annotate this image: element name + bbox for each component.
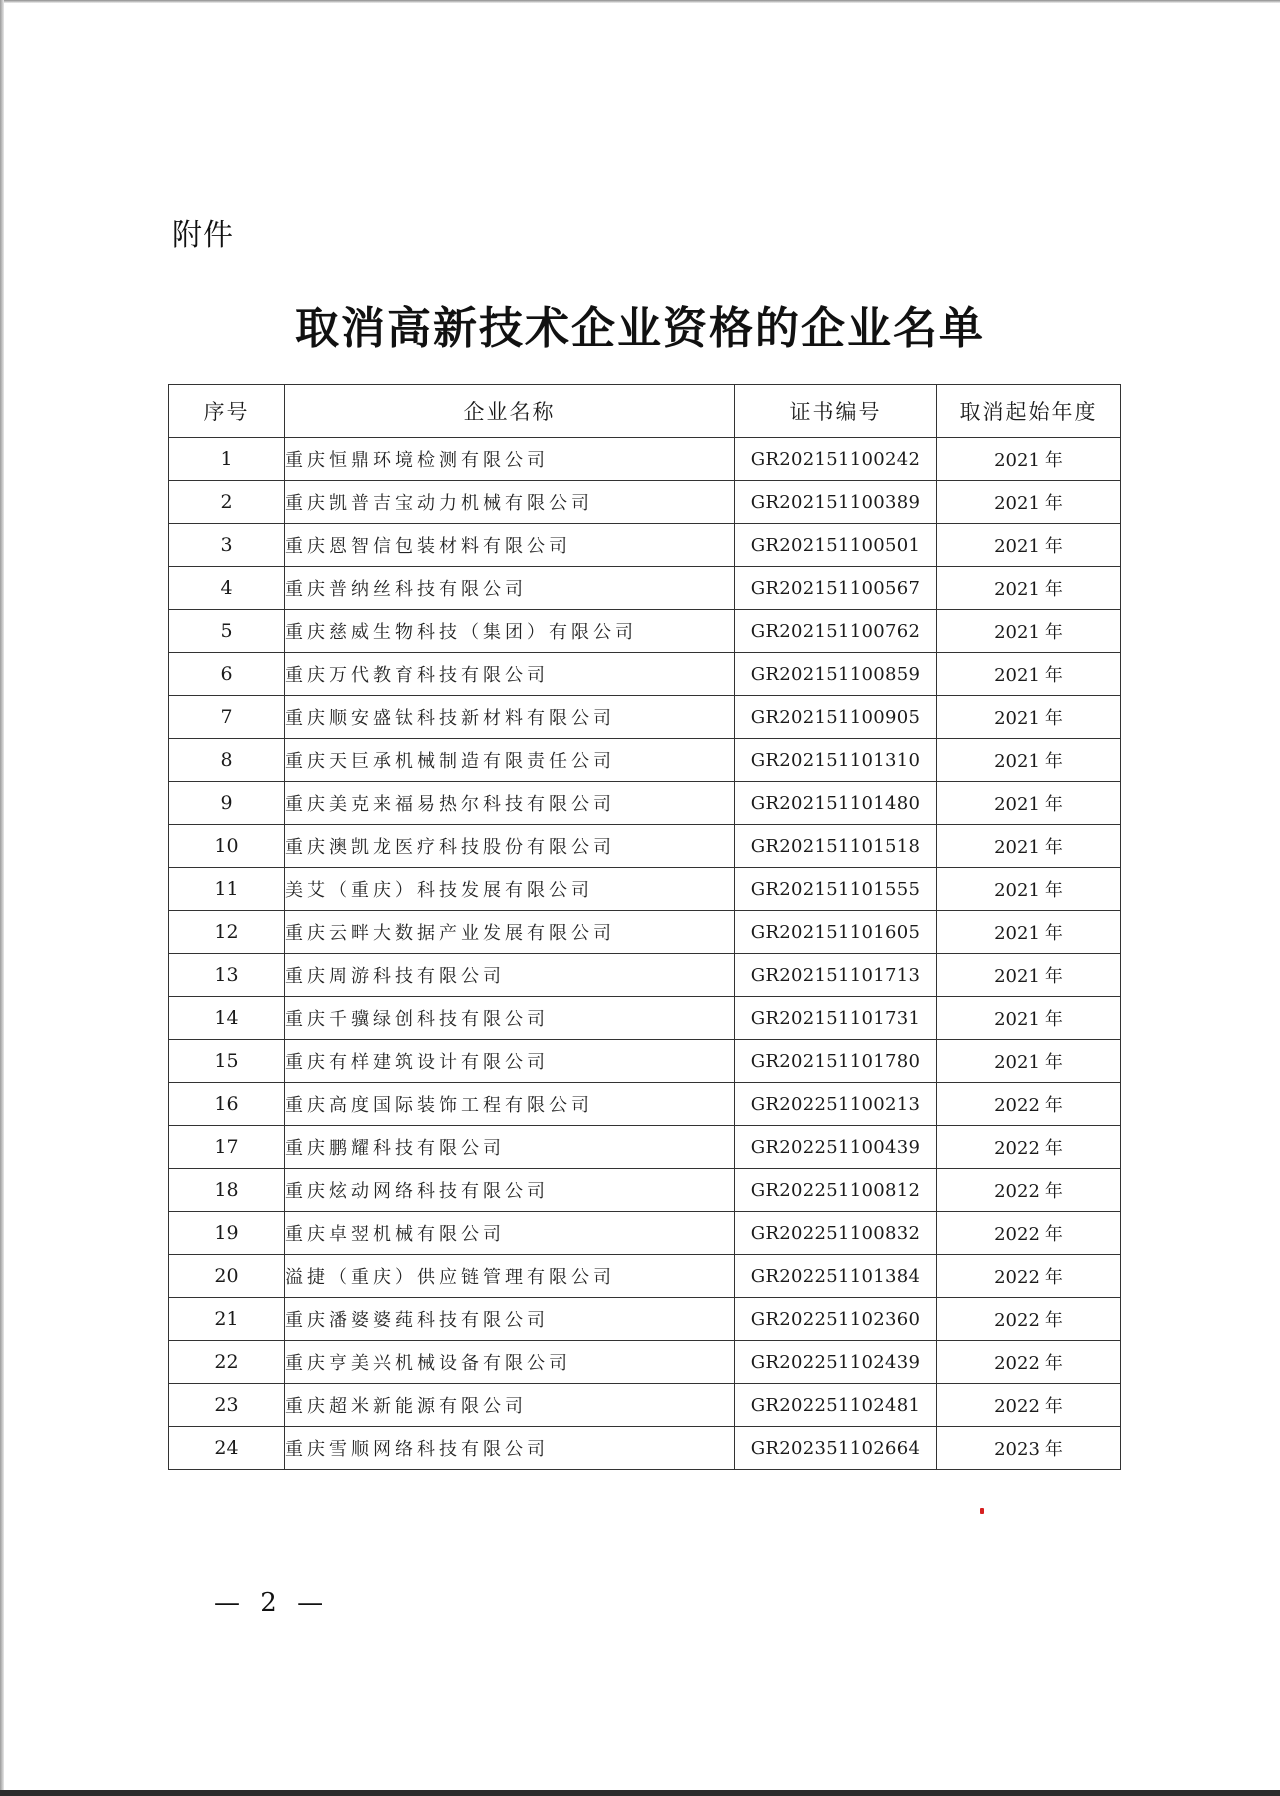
certificate-number: GR202151100242 xyxy=(735,438,937,481)
revocation-year-value: 2021 xyxy=(994,579,1040,600)
company-name: 重庆雪顺网络科技有限公司 xyxy=(285,1427,735,1470)
company-name: 重庆普纳丝科技有限公司 xyxy=(285,567,735,610)
revocation-year-value: 2022 xyxy=(994,1224,1040,1245)
certificate-number: GR202151101731 xyxy=(735,997,937,1040)
revocation-year-value: 2021 xyxy=(994,751,1040,772)
revocation-year-value: 2021 xyxy=(994,966,1040,987)
certificate-number: GR202251100439 xyxy=(735,1126,937,1169)
row-index: 8 xyxy=(169,739,285,782)
revocation-year-cell xyxy=(937,1298,1121,1341)
year-unit: 年 xyxy=(1044,450,1063,471)
company-name: 重庆恒鼎环境检测有限公司 xyxy=(285,438,735,481)
table-row xyxy=(169,438,1121,481)
revocation-year-value: 2022 xyxy=(994,1181,1040,1202)
table-row xyxy=(169,567,1121,610)
certificate-number: GR202151101518 xyxy=(735,825,937,868)
attachment-label: 附件 xyxy=(172,218,234,253)
certificate-number: GR202151100501 xyxy=(735,524,937,567)
certificate-number: GR202251100213 xyxy=(735,1083,937,1126)
revocation-year-cell xyxy=(937,481,1121,524)
table-row xyxy=(169,1169,1121,1212)
company-name: 重庆顺安盛钛科技新材料有限公司 xyxy=(285,696,735,739)
table-header-row xyxy=(169,385,1121,438)
company-name: 重庆潘婆婆莼科技有限公司 xyxy=(285,1298,735,1341)
row-index: 22 xyxy=(169,1341,285,1384)
revocation-year-value: 2021 xyxy=(994,837,1040,858)
revocation-year-value: 2021 xyxy=(994,1052,1040,1073)
row-index: 1 xyxy=(169,438,285,481)
table-row xyxy=(169,1083,1121,1126)
row-index: 24 xyxy=(169,1427,285,1470)
table-body xyxy=(169,438,1121,1470)
table-row xyxy=(169,610,1121,653)
company-name: 重庆云畔大数据产业发展有限公司 xyxy=(285,911,735,954)
year-unit: 年 xyxy=(1044,751,1063,772)
revocation-year-value: 2022 xyxy=(994,1310,1040,1331)
revocation-year-value: 2022 xyxy=(994,1095,1040,1116)
table-row xyxy=(169,1384,1121,1427)
year-unit: 年 xyxy=(1044,1396,1063,1417)
year-unit: 年 xyxy=(1044,708,1063,729)
table-row xyxy=(169,1341,1121,1384)
table-row xyxy=(169,739,1121,782)
revocation-year-cell xyxy=(937,1341,1121,1384)
certificate-number: GR202251101384 xyxy=(735,1255,937,1298)
row-index: 23 xyxy=(169,1384,285,1427)
page-number: — 2 — xyxy=(214,1588,330,1618)
column-header-revocation-year: 取消起始年度 xyxy=(937,385,1121,438)
year-unit: 年 xyxy=(1044,880,1063,901)
revocation-year-value: 2022 xyxy=(994,1396,1040,1417)
certificate-number: GR202151100389 xyxy=(735,481,937,524)
table-row xyxy=(169,1255,1121,1298)
company-name: 重庆高度国际装饰工程有限公司 xyxy=(285,1083,735,1126)
revocation-year-value: 2021 xyxy=(994,493,1040,514)
certificate-number: GR202151101555 xyxy=(735,868,937,911)
certificate-number: GR202251100812 xyxy=(735,1169,937,1212)
year-unit: 年 xyxy=(1044,665,1063,686)
revocation-year-value: 2021 xyxy=(994,708,1040,729)
year-unit: 年 xyxy=(1044,966,1063,987)
revocation-year-value: 2021 xyxy=(994,536,1040,557)
year-unit: 年 xyxy=(1044,1353,1063,1374)
row-index: 9 xyxy=(169,782,285,825)
company-name: 重庆千骥绿创科技有限公司 xyxy=(285,997,735,1040)
row-index: 4 xyxy=(169,567,285,610)
table-row xyxy=(169,696,1121,739)
row-index: 5 xyxy=(169,610,285,653)
year-unit: 年 xyxy=(1044,837,1063,858)
certificate-number: GR202151101713 xyxy=(735,954,937,997)
revocation-year-cell xyxy=(937,653,1121,696)
company-name: 重庆凯普吉宝动力机械有限公司 xyxy=(285,481,735,524)
row-index: 3 xyxy=(169,524,285,567)
scan-edge-left xyxy=(0,0,4,1796)
certificate-number: GR202251102481 xyxy=(735,1384,937,1427)
year-unit: 年 xyxy=(1044,1267,1063,1288)
row-index: 17 xyxy=(169,1126,285,1169)
row-index: 14 xyxy=(169,997,285,1040)
revocation-year-value: 2021 xyxy=(994,794,1040,815)
company-name: 重庆天巨承机械制造有限责任公司 xyxy=(285,739,735,782)
certificate-number: GR202151100905 xyxy=(735,696,937,739)
row-index: 13 xyxy=(169,954,285,997)
row-index: 20 xyxy=(169,1255,285,1298)
table-row xyxy=(169,954,1121,997)
year-unit: 年 xyxy=(1044,1095,1063,1116)
company-name: 重庆慈威生物科技（集团）有限公司 xyxy=(285,610,735,653)
certificate-number: GR202251102439 xyxy=(735,1341,937,1384)
scan-edge-top xyxy=(0,0,1280,3)
revocation-year-value: 2021 xyxy=(994,665,1040,686)
row-index: 2 xyxy=(169,481,285,524)
company-name: 重庆卓翌机械有限公司 xyxy=(285,1212,735,1255)
revocation-year-cell xyxy=(937,825,1121,868)
company-name: 重庆澳凯龙医疗科技股份有限公司 xyxy=(285,825,735,868)
year-unit: 年 xyxy=(1044,536,1063,557)
revocation-year-cell xyxy=(937,610,1121,653)
company-name: 重庆恩智信包装材料有限公司 xyxy=(285,524,735,567)
revocation-year-value: 2022 xyxy=(994,1353,1040,1374)
company-name: 美艾（重庆）科技发展有限公司 xyxy=(285,868,735,911)
table-row xyxy=(169,997,1121,1040)
row-index: 6 xyxy=(169,653,285,696)
year-unit: 年 xyxy=(1044,1224,1063,1245)
certificate-number: GR202151101780 xyxy=(735,1040,937,1083)
table-row xyxy=(169,1427,1121,1470)
revocation-year-value: 2023 xyxy=(994,1439,1040,1460)
row-index: 18 xyxy=(169,1169,285,1212)
company-name: 重庆炫动网络科技有限公司 xyxy=(285,1169,735,1212)
certificate-number: GR202151101310 xyxy=(735,739,937,782)
revocation-year-cell xyxy=(937,696,1121,739)
table-row xyxy=(169,1298,1121,1341)
revocation-year-value: 2021 xyxy=(994,923,1040,944)
table-row xyxy=(169,653,1121,696)
company-name: 重庆有样建筑设计有限公司 xyxy=(285,1040,735,1083)
revocation-year-value: 2021 xyxy=(994,450,1040,471)
year-unit: 年 xyxy=(1044,579,1063,600)
revocation-year-cell xyxy=(937,1083,1121,1126)
row-index: 12 xyxy=(169,911,285,954)
year-unit: 年 xyxy=(1044,1439,1063,1460)
year-unit: 年 xyxy=(1044,493,1063,514)
certificate-number: GR202151100762 xyxy=(735,610,937,653)
row-index: 11 xyxy=(169,868,285,911)
revocation-year-cell xyxy=(937,1040,1121,1083)
year-unit: 年 xyxy=(1044,923,1063,944)
certificate-number: GR202151101480 xyxy=(735,782,937,825)
company-name: 重庆亨美兴机械设备有限公司 xyxy=(285,1341,735,1384)
revocation-year-cell xyxy=(937,868,1121,911)
document-title: 取消高新技术企业资格的企业名单 xyxy=(295,303,985,354)
revocation-year-value: 2021 xyxy=(994,1009,1040,1030)
revocation-year-cell xyxy=(937,1384,1121,1427)
revocation-year-cell xyxy=(937,911,1121,954)
year-unit: 年 xyxy=(1044,1009,1063,1030)
row-index: 16 xyxy=(169,1083,285,1126)
revoked-enterprise-table xyxy=(168,384,1121,1470)
table-row xyxy=(169,868,1121,911)
certificate-number: GR202151101605 xyxy=(735,911,937,954)
table-row xyxy=(169,481,1121,524)
company-name: 重庆周游科技有限公司 xyxy=(285,954,735,997)
year-unit: 年 xyxy=(1044,1181,1063,1202)
revocation-year-cell xyxy=(937,1427,1121,1470)
certificate-number: GR202251102360 xyxy=(735,1298,937,1341)
revocation-year-cell xyxy=(937,524,1121,567)
table-row xyxy=(169,1126,1121,1169)
revocation-year-value: 2021 xyxy=(994,622,1040,643)
revocation-year-value: 2021 xyxy=(994,880,1040,901)
table-row xyxy=(169,782,1121,825)
revocation-year-value: 2022 xyxy=(994,1138,1040,1159)
revocation-year-value: 2022 xyxy=(994,1267,1040,1288)
ink-mark xyxy=(980,1508,984,1514)
revocation-year-cell xyxy=(937,1126,1121,1169)
column-header-certificate-number: 证书编号 xyxy=(735,385,937,438)
company-name: 重庆超米新能源有限公司 xyxy=(285,1384,735,1427)
row-index: 19 xyxy=(169,1212,285,1255)
certificate-number: GR202251100832 xyxy=(735,1212,937,1255)
revocation-year-cell xyxy=(937,739,1121,782)
row-index: 15 xyxy=(169,1040,285,1083)
table-row xyxy=(169,1212,1121,1255)
row-index: 10 xyxy=(169,825,285,868)
company-name: 溢捷（重庆）供应链管理有限公司 xyxy=(285,1255,735,1298)
table-row xyxy=(169,524,1121,567)
year-unit: 年 xyxy=(1044,794,1063,815)
table-row xyxy=(169,825,1121,868)
company-name: 重庆万代教育科技有限公司 xyxy=(285,653,735,696)
year-unit: 年 xyxy=(1044,1310,1063,1331)
revocation-year-cell xyxy=(937,438,1121,481)
revocation-year-cell xyxy=(937,954,1121,997)
year-unit: 年 xyxy=(1044,1138,1063,1159)
table-row xyxy=(169,911,1121,954)
row-index: 7 xyxy=(169,696,285,739)
certificate-number: GR202151100859 xyxy=(735,653,937,696)
revocation-year-cell xyxy=(937,997,1121,1040)
column-header-index: 序号 xyxy=(169,385,285,438)
revocation-year-cell xyxy=(937,1255,1121,1298)
company-name: 重庆美克来福易热尔科技有限公司 xyxy=(285,782,735,825)
revocation-year-cell xyxy=(937,1212,1121,1255)
column-header-company-name: 企业名称 xyxy=(285,385,735,438)
revocation-year-cell xyxy=(937,567,1121,610)
year-unit: 年 xyxy=(1044,622,1063,643)
row-index: 21 xyxy=(169,1298,285,1341)
company-name: 重庆鹏耀科技有限公司 xyxy=(285,1126,735,1169)
year-unit: 年 xyxy=(1044,1052,1063,1073)
revocation-year-cell xyxy=(937,782,1121,825)
scan-edge-bottom xyxy=(0,1790,1280,1796)
certificate-number: GR202351102664 xyxy=(735,1427,937,1470)
revocation-year-cell xyxy=(937,1169,1121,1212)
certificate-number: GR202151100567 xyxy=(735,567,937,610)
table-row xyxy=(169,1040,1121,1083)
